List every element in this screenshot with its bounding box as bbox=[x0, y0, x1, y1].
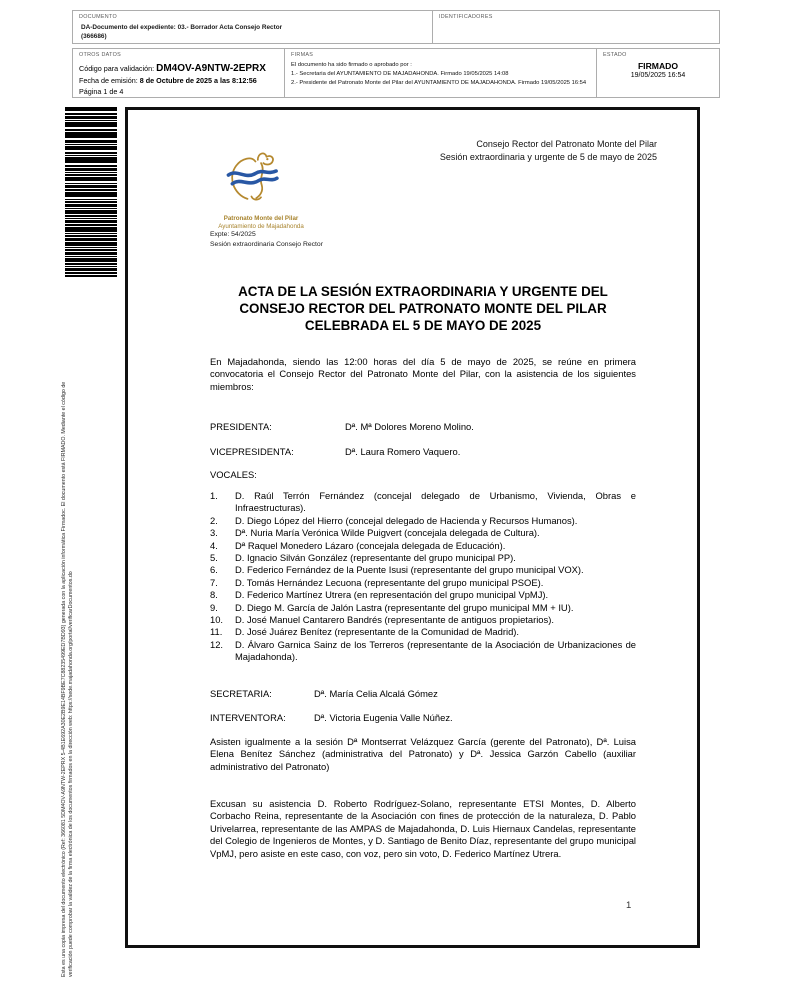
list-item bbox=[210, 552, 636, 564]
fecha-label: Fecha de emisión: bbox=[79, 76, 138, 85]
title-line3: CELEBRADA EL 5 DE MAYO DE 2025 bbox=[304, 318, 542, 333]
firma-1: 1.- Secretaria del AYUNTAMIENTO DE MAJADAHONDA. Firmado 19/05/2025 14:08 bbox=[291, 70, 509, 77]
list-item-text: D. José Juárez Benítez (representante de la Comunidad de Madrid). bbox=[235, 626, 520, 638]
documento-label: DOCUMENTO bbox=[79, 14, 117, 20]
list-item-text: Dª Raquel Monedero Lázaro (concejala delegada de Educación). bbox=[235, 539, 506, 551]
firma-2: 2.- Presidente del Patronato Monte del Pilar del AYUNTAMIENTO DE MAJADAHONDA. Firmado 19/05/2025 16:54 bbox=[291, 79, 587, 86]
identificadores-label: IDENTIFICADORES bbox=[439, 14, 493, 20]
document-page bbox=[125, 107, 700, 948]
logo-caption-2: Ayuntamiento de Majadahonda bbox=[218, 223, 304, 231]
list-item bbox=[210, 614, 636, 626]
documento-value: DA-Documento del expediente: 03.- Borrador Acta Consejo Rector (366686) bbox=[81, 24, 283, 41]
header-firmas-box bbox=[284, 48, 597, 98]
interventora-name: Dª. Victoria Eugenia Valle Núñez. bbox=[314, 712, 453, 723]
list-item-text: D. Ignacio Silván González (representante del grupo municipal PP). bbox=[235, 552, 516, 564]
list-item bbox=[210, 602, 636, 614]
secretaria-label: SECRETARIA: bbox=[210, 688, 272, 699]
fecha-emision-line bbox=[79, 76, 278, 87]
verification-legal-strip bbox=[61, 285, 76, 977]
list-item-text: D. Diego López del Hierro (concejal delegado de Hacienda y Recursos Humanos). bbox=[235, 514, 578, 526]
list-item bbox=[210, 527, 636, 539]
list-item-number: 2. bbox=[210, 514, 218, 526]
legal-strip-line2: verificación puede comprobar la validez de la firma electrónica de los documentos firmados en la dirección web: https://sede.majadahonda.org/portal/verificarDocumentos.do bbox=[68, 571, 75, 977]
list-item-text: D. Tomás Hernández Lecuona (representante del grupo municipal PSOE). bbox=[235, 576, 544, 588]
interventora-row bbox=[210, 712, 636, 724]
estado-label: ESTADO bbox=[603, 52, 627, 58]
list-item-text: D. Federico Fernández de la Puente Isusi (representante del grupo municipal VOX). bbox=[235, 564, 584, 576]
vocales-heading: VOCALES: bbox=[210, 469, 257, 480]
header-otros-datos-box bbox=[72, 48, 285, 98]
list-item-number: 7. bbox=[210, 576, 218, 588]
list-item-number: 5. bbox=[210, 552, 218, 564]
estado-datetime: 19/05/2025 16:54 bbox=[630, 72, 686, 79]
secretaria-row bbox=[210, 688, 636, 700]
legal-strip-line1: Esta es una copia impresa del documento electrónico (Ref: 366081 5DM4OV-A9NTW-2EPRX 5-4B1E692A30E2B9E14BF9BE7C88235499ED7BD93) generada con la aplicación informática Firmadoc. El documento está FIRMADO. Mediante el código de bbox=[61, 381, 67, 977]
otros-datos-label: OTROS DATOS bbox=[79, 52, 122, 58]
vicepresidenta-row bbox=[210, 446, 636, 458]
intro-paragraph: En Majadahonda, siendo las 12:00 horas del día 5 de mayo de 2025, se reúne en primera convocatoria el Consejo Rector del Patronato Monte del Pilar, con la asistencia de los siguientes miembros: bbox=[210, 356, 636, 392]
estado-status: FIRMADO bbox=[637, 61, 679, 71]
codigo-value: DM4OV-A9NTW-2EPRX bbox=[156, 63, 266, 74]
list-item bbox=[210, 626, 636, 638]
squirrel-waves-logo-icon bbox=[206, 148, 316, 210]
codigo-validacion-line bbox=[79, 61, 278, 76]
header-estado-box bbox=[596, 48, 720, 98]
list-item-number: 3. bbox=[210, 527, 218, 539]
pagina-line: Página 1 de 4 bbox=[79, 86, 124, 96]
list-item-number: 8. bbox=[210, 589, 218, 601]
header-identificadores-box bbox=[432, 10, 720, 44]
letterhead-line2: Sesión extraordinaria y urgente de 5 de mayo de 2025 bbox=[439, 152, 657, 162]
list-item bbox=[210, 490, 636, 515]
presidenta-name: Dª. Mª Dolores Moreno Molino. bbox=[345, 421, 474, 432]
list-item bbox=[210, 564, 636, 576]
list-item bbox=[210, 515, 636, 527]
list-item-number: 11. bbox=[210, 626, 223, 638]
expediente-block bbox=[210, 230, 323, 250]
fecha-value: 8 de Octubre de 2025 a las 8:12:56 bbox=[139, 76, 257, 85]
vocales-list bbox=[210, 490, 636, 664]
firmas-intro: El documento ha sido firmado o aprobado por : bbox=[291, 62, 412, 68]
list-item bbox=[210, 577, 636, 589]
letterhead bbox=[440, 138, 657, 164]
vicepresidenta-name: Dª. Laura Romero Vaquero. bbox=[345, 446, 461, 457]
presidenta-label: PRESIDENTA: bbox=[210, 421, 272, 432]
header-documento-box bbox=[72, 10, 433, 44]
letterhead-line1: Consejo Rector del Patronato Monte del Pilar bbox=[476, 139, 657, 149]
asisten-paragraph: Asisten igualmente a la sesión Dª Montserrat Velázquez García (gerente del Patronato), Dª. Luisa Elena Benítez Sánchez (administrativa del Patronato) y Dª. Jessica Garzón Cabello (auxiliar administrativo del Patronato) bbox=[210, 736, 636, 772]
list-item-text: D. José Manuel Cantarero Bandrés (representante de antiguos propietarios). bbox=[235, 614, 554, 626]
page-number: 1 bbox=[626, 900, 632, 911]
presidenta-row bbox=[210, 421, 636, 433]
expediente-number: Expte: 54/2025 bbox=[210, 231, 256, 238]
list-item bbox=[210, 540, 636, 552]
title-line2: CONSEJO RECTOR DEL PATRONATO MONTE DEL PILAR bbox=[239, 301, 607, 316]
list-item-number: 1. bbox=[210, 490, 218, 501]
interventora-label: INTERVENTORA: bbox=[210, 712, 286, 723]
patronato-logo bbox=[200, 148, 322, 232]
list-item-text: Dª. Nuria María Verónica Wilde Puigvert (concejala delegada de Cultura). bbox=[235, 527, 540, 539]
list-item-number: 12. bbox=[210, 638, 224, 650]
list-item-text: D. Diego M. García de Jalón Lastra (representante del grupo municipal MM + IU). bbox=[235, 601, 574, 613]
firmas-label: FIRMAS bbox=[291, 52, 314, 58]
barcode-icon bbox=[65, 107, 117, 278]
list-item-number: 10. bbox=[210, 614, 224, 626]
excusan-paragraph: Excusan su asistencia D. Roberto Rodríguez-Solano, representante ETSI Montes, D. Alberto Corbacho Reina, representante de la Asociación con fines de protección de la naturaleza, D. Pablo Urivelarrea, representante de las AMPAS de Majadahonda, D. Luis Hiernaux Candelas, representante del Colegio de Ingenieros de Montes, y D. Santiago de Benito Díaz, representante del grupo municipal VpMJ, pero asiste en este caso, con voz, pero sin voto, D. Federico Martínez Utrera. bbox=[210, 798, 636, 859]
list-item-number: 4. bbox=[210, 539, 218, 551]
list-item bbox=[210, 589, 636, 601]
logo-caption-1: Patronato Monte del Pilar bbox=[223, 215, 299, 222]
expediente-session: Sesión extraordinaria Consejo Rector bbox=[210, 241, 323, 248]
list-item-text: D. Raúl Terrón Fernández (concejal delegado de Urbanismo, Vivienda, Obras e Infraestructuras). bbox=[235, 490, 636, 514]
vicepresidenta-label: VICEPRESIDENTA: bbox=[210, 446, 294, 457]
title-line1: ACTA DE LA SESIÓN EXTRAORDINARIA Y URGENTE DEL bbox=[238, 284, 608, 299]
document-title bbox=[208, 283, 638, 334]
list-item-text: D. Federico Martínez Utrera (en representación del grupo municipal VpMJ). bbox=[235, 589, 549, 601]
secretaria-name: Dª. María Celia Alcalá Gómez bbox=[314, 688, 438, 699]
codigo-label: Código para validación: bbox=[79, 64, 155, 73]
list-item-text: D. Álvaro Garnica Sainz de los Terreros (representante de la Asociación de Urbanizaciones de Majadahonda). bbox=[235, 638, 636, 663]
list-item-number: 9. bbox=[210, 601, 218, 613]
list-item bbox=[210, 639, 636, 664]
list-item-number: 6. bbox=[210, 564, 218, 576]
